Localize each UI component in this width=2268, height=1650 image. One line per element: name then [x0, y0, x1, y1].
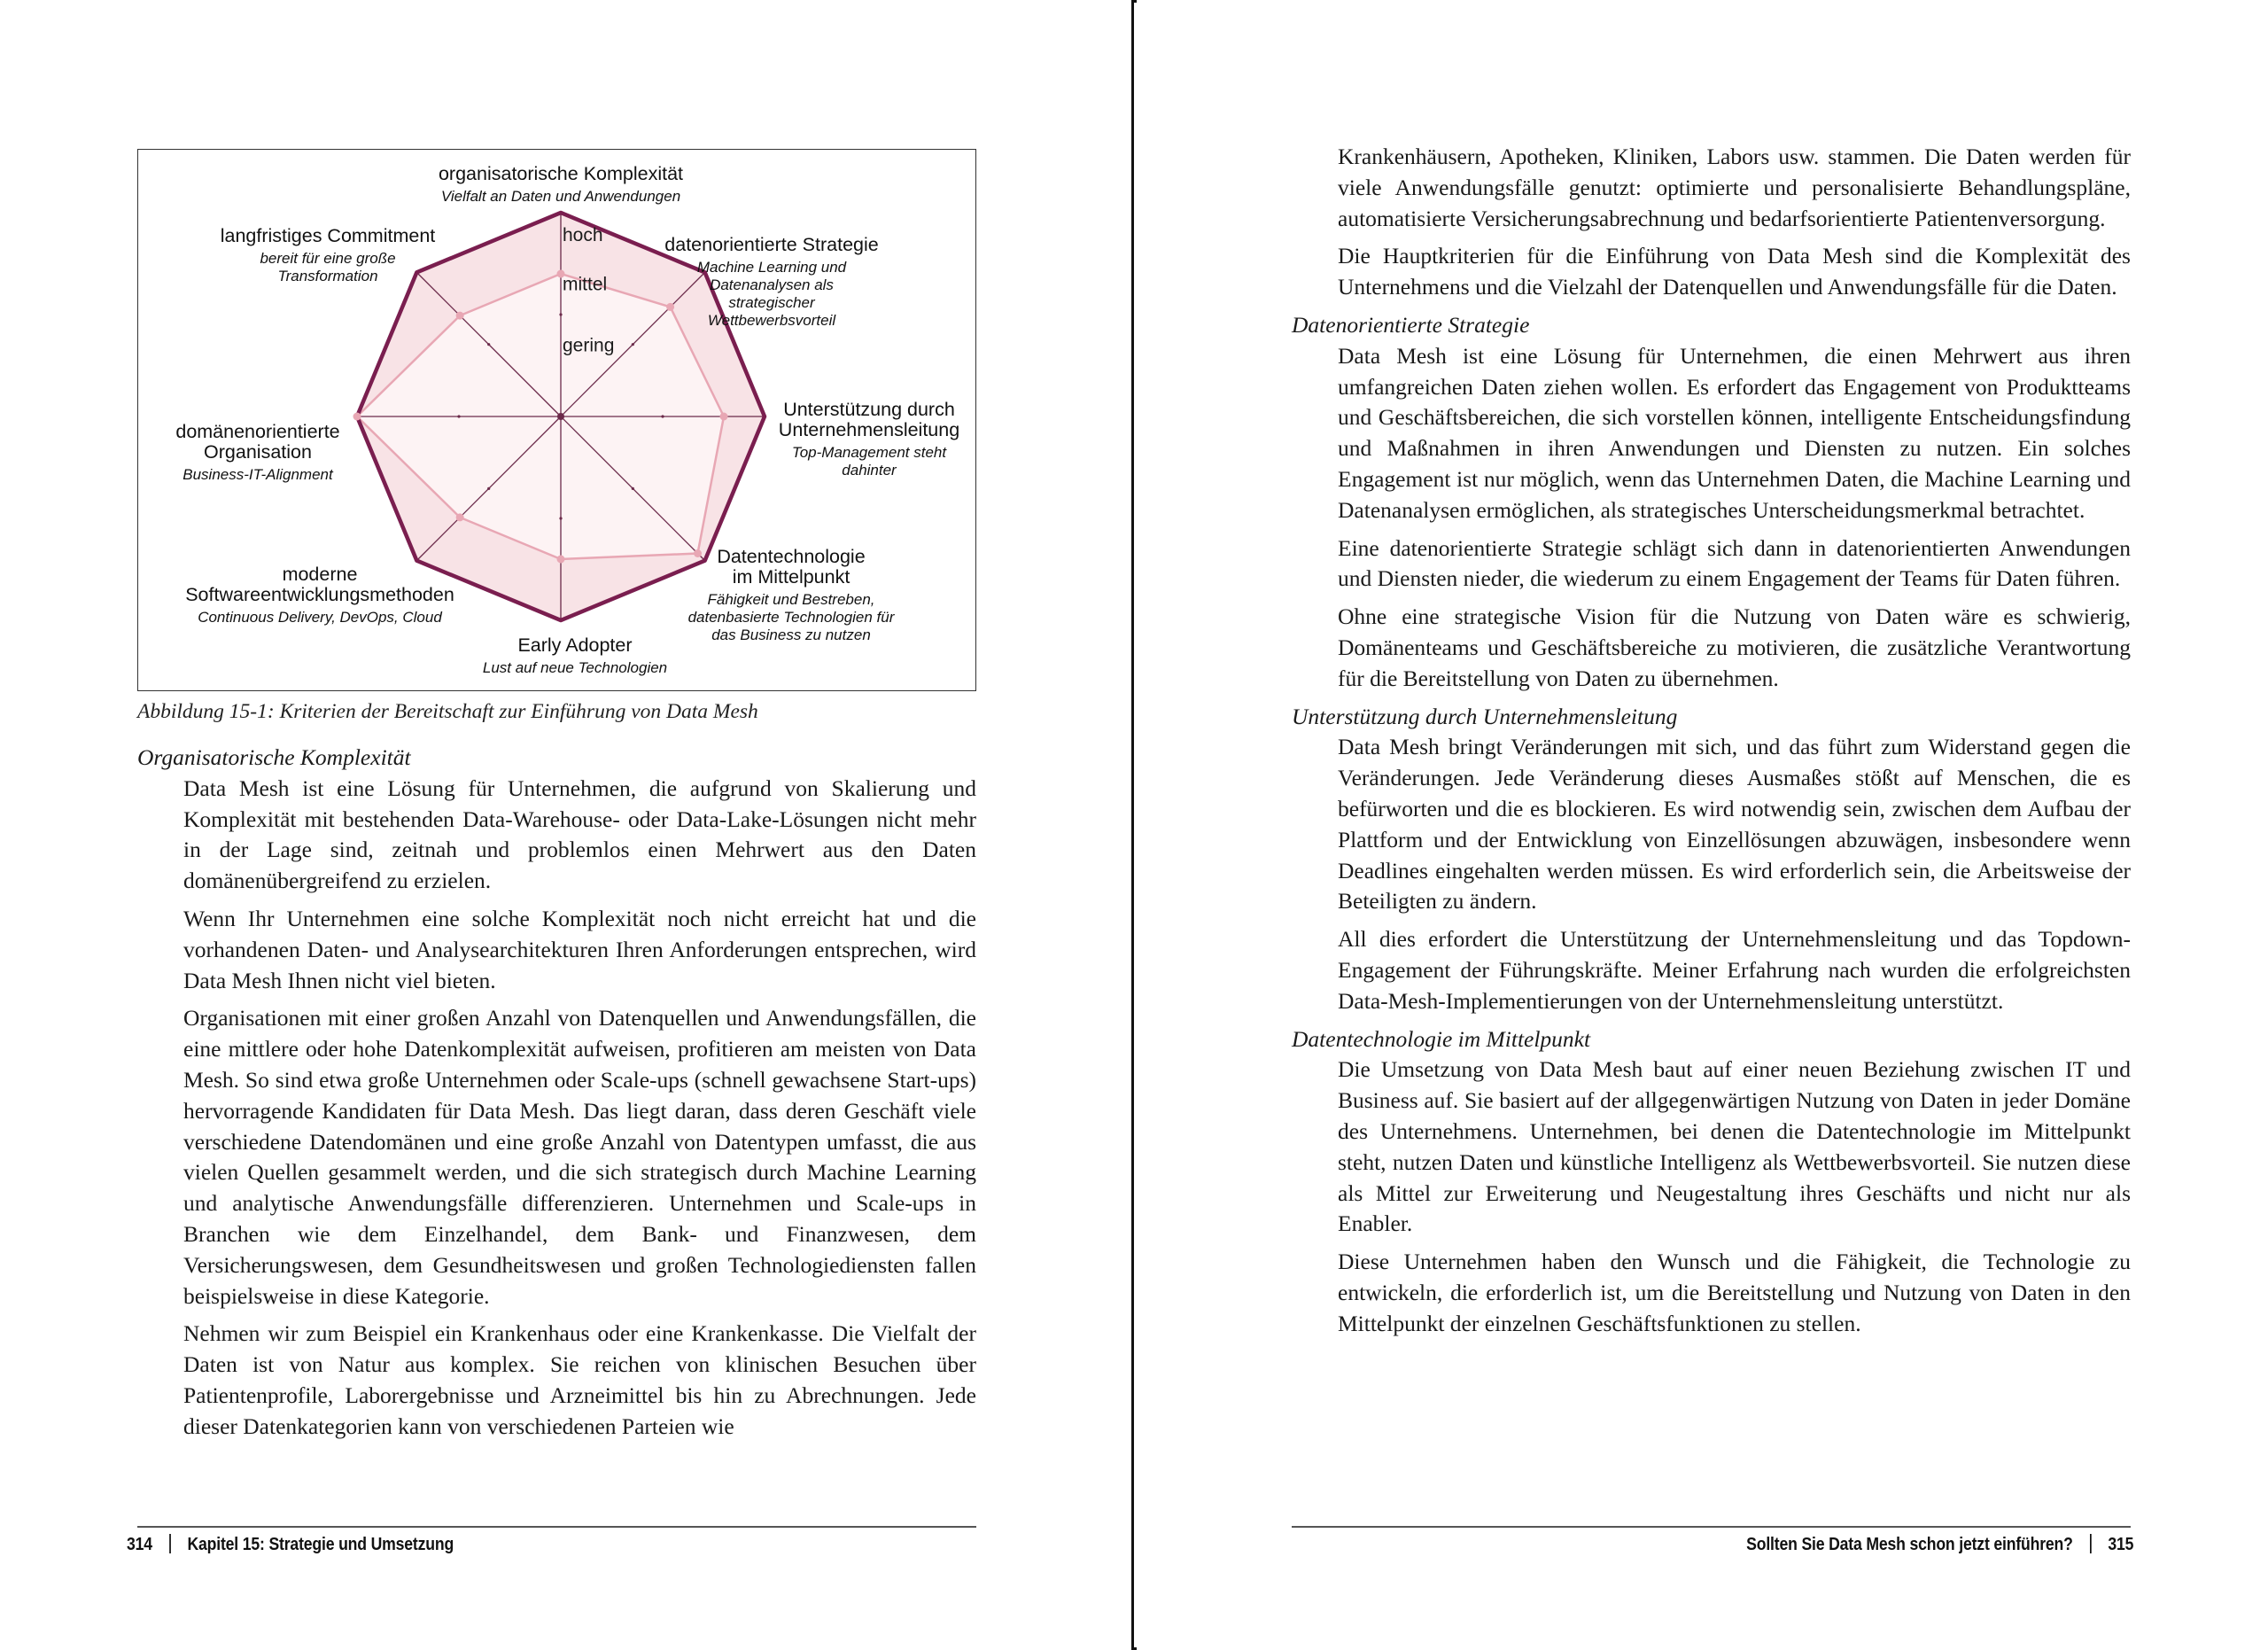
section-heading: Organisatorische Komplexität — [137, 744, 411, 770]
radar-axis-label: organisatorische Komplexität Vielfalt an Daten und Anwendungen — [438, 163, 684, 205]
paragraph: Diese Unternehmen haben den Wunsch und die Fähigkeit, die Technologie zu entwickeln, die erforderlich ist, um die Bereitstellung und Nutzung von Daten in den Mittelpunkt der einzelnen Geschäftsfunktionen zu stellen. — [1338, 1249, 2131, 1336]
radar-data-point — [353, 413, 361, 421]
left-body-text — [137, 743, 976, 1450]
figure-caption: Abbildung 15-1: Kriterien der Bereitschaft zur Einführung von Data Mesh — [137, 700, 758, 723]
section-heading: Unterstützung durch Unternehmensleitung — [1292, 703, 1678, 729]
paragraph: All dies erfordert die Unterstützung der Unternehmensleitung und das Topdown-Engagement der Führungskräfte. Meiner Erfahrung nach wurden die erfolgreichsten Data-Mesh-Implementierungen von der Unternehmensleitung unterstützt. — [1338, 926, 2131, 1014]
radar-data-point — [720, 413, 728, 421]
radar-level-label: mittel — [563, 274, 608, 295]
paragraph: Nehmen wir zum Beispiel ein Krankenhaus oder eine Krankenkasse. Die Vielfalt der Daten ist von Natur aus komplex. Sie reichen von klinischen Besuchen über Patientenprofile, Laborergebnisse und Arzneimittel bis hin zu Abrechnungen. Jede dieser Datenkategorien kann von verschiedenen Parteien wie — [183, 1320, 976, 1439]
right-footer — [1746, 1534, 2133, 1555]
radar-level-label: hoch — [563, 225, 603, 246]
section-heading: Datentechnologie im Mittelpunkt — [1292, 1025, 1591, 1052]
radar-tick — [632, 487, 634, 490]
paragraph: Die Hauptkriterien für die Einführung von Data Mesh sind die Komplexität des Unternehmens und die Vielzahl der Datenquellen und Anwendungsfälle für die Daten. — [1338, 243, 2131, 300]
radar-tick — [487, 343, 490, 346]
paragraph: Ohne eine strategische Vision für die Nutzung von Daten wäre es schwierig, Domänenteams und Geschäftsbereiche zu motivieren, die zusätzliche Verantwortung für die Bereitstellung von Daten zu übernehmen. — [1338, 603, 2131, 691]
radar-data-point — [456, 312, 464, 320]
paragraph: Die Umsetzung von Data Mesh baut auf einer neuen Beziehung zwischen IT und Business auf. Sie basiert auf der allgegenwärtigen Nutzung von Daten in jeder Domäne des Unternehmens. Unternehmen, bei denen die Datentechnologie im Mittelpunkt steht, nutzen Daten und künstliche Intelligenz als Wettbewerbsvorteil. Sie nutzen diese als Mittel zur Erweiterung und Neugestaltung ihres Geschäfts und nicht nur als Enabler. — [1338, 1056, 2131, 1237]
radar-axis-label: Early Adopter Lust auf neue Technologien — [482, 634, 668, 676]
radar-axis-label: moderne Softwareentwicklungsmethoden Continuous Delivery, DevOps, Cloud — [185, 564, 454, 626]
running-head: Sollten Sie Data Mesh schon jetzt einführen? — [1745, 1534, 2073, 1554]
paragraph: Eine datenorientierte Strategie schlägt sich dann in datenorientierten Anwendungen und Diensten nieder, die wiederum zu einem Engagement der Teams für Daten führen. — [1338, 534, 2131, 592]
radar-data-point — [666, 303, 674, 311]
radar-level-label: gering — [563, 335, 615, 356]
radar-axis-label: Unterstützung durch Unternehmensleitung Top-Management steht dahinter — [778, 399, 960, 479]
paragraph: Data Mesh ist eine Lösung für Unternehmen, die einen Mehrwert aus ihren umfangreichen Daten ziehen wollen. Es erfordert das Engagement von Produktteams und Geschäftsbereichen, die sich vorstellen können, intelligente Entscheidungsfindung und Maßnahmen in ihren Anwendungen und Diensten zu nutzen. Ein solches Engagement ist nur möglich, wenn das Unternehmen Daten, die Machine Learning und Datenanalysen ermöglichen, als strategisches Unterscheidungsmerkmal betrachtet. — [1338, 342, 2131, 523]
radar-tick — [559, 517, 562, 519]
paragraph: Data Mesh ist eine Lösung für Unternehmen, die aufgrund von Skalierung und Komplexität mit bestehenden Data-Warehouse- oder Data-Lake-Lösungen nicht mehr in der Lage sind, zeitnah und problemlos einen Mehrwert aus den Daten domänenübergreifend zu erzielen. — [183, 774, 976, 894]
radar-axis-label: Datentechnologie im Mittelpunkt Fähigkeit und Bestreben, datenbasierte Technologien für das Business zu nutzen — [687, 546, 895, 643]
radar-tick — [457, 415, 460, 417]
paragraph: Data Mesh bringt Veränderungen mit sich, und das führt zum Widerstand gegen die Veränderungen. Jede Veränderung dieses Ausmaßes stößt auf Menschen, die es befürworten und die es blockieren. Es wird notwendig sein, zwischen dem Aufbau der Plattform und der Entwicklung von Einzellösungen abzuwägen, insbesondere wenn Deadlines eingehalten werden müssen. Es wird erforderlich sein, die Arbeitsweise der Beteiligten zu ändern. — [1338, 734, 2131, 915]
right-body-text — [1292, 142, 2131, 1346]
radar-tick — [559, 313, 562, 315]
radar-data-point — [694, 549, 702, 557]
radar-axis-label: langfristiges Commitment bereit für eine große Transformation — [220, 225, 436, 284]
radar-chart — [138, 150, 975, 689]
radar-tick — [632, 343, 634, 346]
left-footer — [127, 1534, 454, 1555]
radar-data-point — [557, 556, 565, 564]
paragraph: Organisationen mit einer großen Anzahl von Datenquellen und Anwendungsfällen, die eine mittlere oder hohe Datenkomplexität aufweisen, profitieren am meisten von Data Mesh. So sind etwa große Unternehmen oder Scale-ups (schnell gewachsene Start-ups) hervorragende Kandidaten für Data Mesh. Das liegt daran, dass deren Geschäft viele verschiedene Datendomänen und eine große Anzahl von Datentypen umfasst, die aus vielen Quellen gesammelt werden, und die sich strategisch durch Machine Learning und analytische Anwendungsfälle differenzieren. Unternehmen und Scale-ups in Branchen wie dem Einzelhandel, dem Bank- und Finanzwesen, dem Versicherungswesen, dem Gesundheitswesen und großen Technologiediensten fallen beispielsweise in diese Kategorie. — [183, 1005, 976, 1309]
footer-rule — [1292, 1526, 2131, 1528]
radar-data-point — [456, 513, 464, 521]
paragraph: Krankenhäusern, Apotheken, Kliniken, Labors usw. stammen. Die Daten werden für viele Anwendungsfälle genutzt: optimierte und personalisierte Behandlungspläne, automatisierte Versicherungsabrechnung und bedarfsorientierte Patientenversorgung. — [1338, 144, 2131, 231]
radar-tick — [487, 487, 490, 490]
readiness-radar-figure — [137, 149, 976, 691]
footer-separator — [169, 1534, 171, 1553]
page-number: 315 — [2108, 1534, 2133, 1554]
radar-center — [557, 413, 564, 420]
section-heading: Datenorientierte Strategie — [1292, 311, 1530, 338]
footer-rule — [137, 1526, 976, 1528]
running-head: Kapitel 15: Strategie und Umsetzung — [187, 1534, 454, 1554]
paragraph: Wenn Ihr Unternehmen eine solche Komplexität noch nicht erreicht hat und die vorhandenen Daten- und Analysearchitekturen Ihren Anforderungen entsprechen, wird Data Mesh Ihnen nicht viel bieten. — [183, 905, 976, 993]
radar-axis-label: domänenorientierte Organisation Business-IT-Alignment — [175, 421, 340, 483]
page-number: 314 — [127, 1534, 152, 1554]
footer-separator — [2089, 1534, 2091, 1553]
radar-tick — [661, 415, 664, 417]
radar-axis-label: datenorientierte Strategie Machine Learning und Datenanalysen als strategischer Wettbewerbsvorteil — [664, 234, 879, 329]
